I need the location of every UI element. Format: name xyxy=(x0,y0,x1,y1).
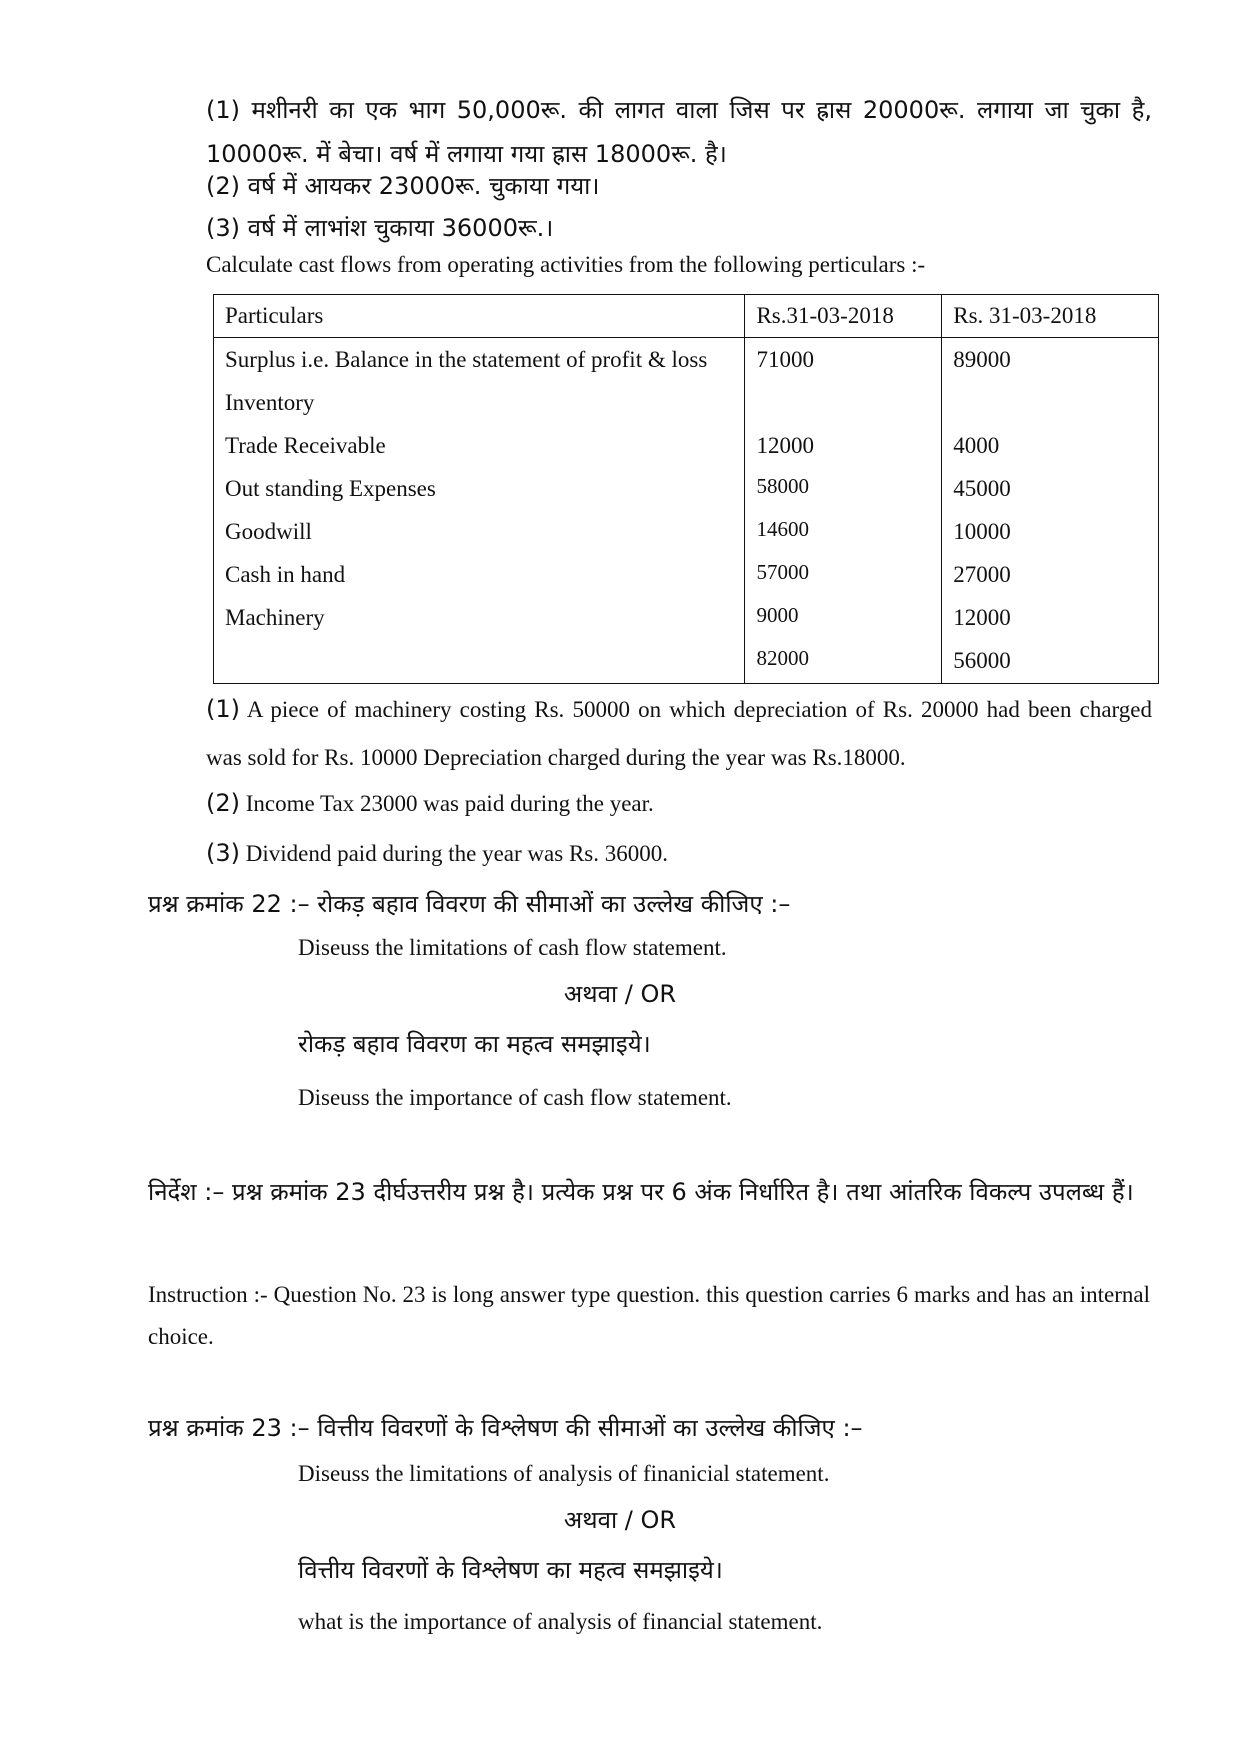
english-note-1-text: A piece of machinery costing Rs. 50000 on which depreciation of Rs. 20000 had been charged was sold for Rs. 10000 Depreciation charged during the year was Rs.18000. xyxy=(206,697,1152,770)
hindi-note-3-text: वर्ष में लाभांश चुकाया 36000रू.। xyxy=(247,214,554,242)
table-col1-value: 82000 xyxy=(756,646,809,670)
q22-alt-english: Diseuss the importance of cash flow statement. xyxy=(298,1085,732,1110)
english-note-1-num: (1) xyxy=(206,695,240,723)
q23-alt-english: what is the importance of analysis of financial statement. xyxy=(298,1609,823,1634)
instruction-hindi xyxy=(148,1168,1150,1216)
table-row-particular: Trade Receivable xyxy=(225,433,386,458)
table-col2-value: 89000 xyxy=(953,347,1011,372)
table-col1-value: 9000 xyxy=(756,603,799,627)
table-col1-cell xyxy=(745,338,942,684)
q23-heading: प्रश्न क्रमांक 23 :– वित्तीय विवरणों के विश्लेषण की सीमाओं का उल्लेख कीजिए :– xyxy=(148,1414,863,1442)
instruction-english-text: Instruction :- Question No. 23 is long answer type question. this question carries 6 marks and has an internal choice. xyxy=(148,1282,1150,1349)
table-row-particular: Inventory xyxy=(225,390,315,415)
table-body-row xyxy=(214,338,1159,684)
table-col2-value: 4000 xyxy=(953,433,1000,458)
english-note-2-text: Income Tax 23000 was paid during the year. xyxy=(245,791,654,816)
table-row-particular: Machinery xyxy=(225,605,325,630)
table-col2-value: 45000 xyxy=(953,476,1011,501)
hindi-note-2-num: (2) xyxy=(206,172,240,200)
q22-heading: प्रश्न क्रमांक 22 :– रोकड़ बहाव विवरण की सीमाओं का उल्लेख कीजिए :– xyxy=(148,890,791,918)
q22-alt-hindi: रोकड़ बहाव विवरण का महत्व समझाइये। xyxy=(298,1030,651,1058)
table-col2-value: 12000 xyxy=(953,605,1011,630)
table-header-col2: Rs. 31-03-2018 xyxy=(942,295,1159,338)
table-row-particular: Out standing Expenses xyxy=(225,476,436,501)
english-note-2 xyxy=(206,784,1152,824)
table-col1-value: 71000 xyxy=(756,347,814,372)
table-row-particular: Goodwill xyxy=(225,519,312,544)
table-row-particular: Cash in hand xyxy=(225,562,346,587)
table-col2-cell xyxy=(942,338,1159,684)
table-col1-value: 12000 xyxy=(756,433,814,458)
table-header-particulars: Particulars xyxy=(214,295,745,338)
table-col1-value: 58000 xyxy=(756,474,809,498)
particulars-table xyxy=(213,294,1159,684)
table-header-col1: Rs.31-03-2018 xyxy=(745,295,942,338)
table-col2-value: 10000 xyxy=(953,519,1011,544)
hindi-note-3-num: (3) xyxy=(206,214,240,242)
q22-english: Diseuss the limitations of cash flow statement. xyxy=(298,935,727,960)
table-header-row xyxy=(214,295,1159,338)
q23-alt-hindi: वित्तीय विवरणों के विश्लेषण का महत्व समझाइये। xyxy=(298,1556,723,1584)
english-note-3-num: (3) xyxy=(206,839,240,867)
english-note-1 xyxy=(206,686,1152,782)
question-english: Calculate cast flows from operating activities from the following perticulars :- xyxy=(206,252,926,277)
table-particulars-cell xyxy=(214,338,745,684)
instruction-english xyxy=(148,1274,1150,1358)
english-note-2-num: (2) xyxy=(206,789,240,817)
q23-english: Diseuss the limitations of analysis of finanicial statement. xyxy=(298,1461,830,1486)
q23-or: अथवा / OR xyxy=(563,1506,677,1534)
table-col2-value: 27000 xyxy=(953,562,1011,587)
hindi-note-1-text: मशीनरी का एक भाग 50,000रू. की लागत वाला जिस पर ह्रास 20000रू. लगाया जा चुका है, 10000रू. में बेचा। वर्ष में लगाया गया ह्रास 18000रू. है। xyxy=(206,96,1152,168)
english-note-3-text: Dividend paid during the year was Rs. 36000. xyxy=(245,841,668,866)
hindi-note-1-num: (1) xyxy=(206,96,240,124)
table-row-particular: Surplus i.e. Balance in the statement of profit & loss xyxy=(225,347,708,372)
hindi-note-2-text: वर्ष में आयकर 23000रू. चुकाया गया। xyxy=(247,172,600,200)
instruction-hindi-text: निर्देश :– प्रश्न क्रमांक 23 दीर्घउत्तरीय प्रश्न है। प्रत्येक प्रश्न पर 6 अंक निर्धारित है। तथा आंतरिक विकल्प उपलब्ध हैं। xyxy=(148,1178,1134,1206)
table-col1-value: 14600 xyxy=(756,517,809,541)
hindi-note-2 xyxy=(206,166,1152,206)
hindi-note-3 xyxy=(206,208,1152,248)
hindi-note-1 xyxy=(206,88,1152,176)
q22-or: अथवा / OR xyxy=(563,980,677,1008)
table-col2-value: 56000 xyxy=(953,648,1011,673)
table-col1-value: 57000 xyxy=(756,560,809,584)
english-note-3 xyxy=(206,834,1152,874)
